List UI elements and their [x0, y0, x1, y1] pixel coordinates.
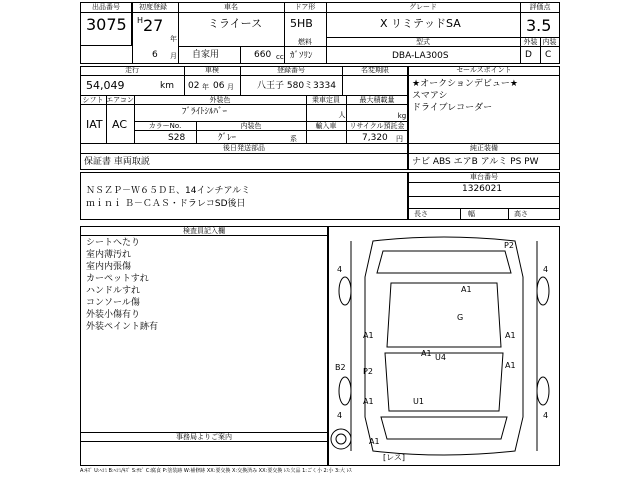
damage-mark-6: A1 [421, 349, 432, 358]
damage-mark-2: P2 [504, 241, 514, 250]
plate-label: 登録番号 [277, 66, 305, 74]
inspection-line-2: 室内薄汚れ [86, 250, 132, 260]
damage-mark-3: A1 [363, 331, 374, 340]
damage-mark-13: A1 [369, 437, 380, 446]
inspection-line-6: コンソール傷 [86, 298, 140, 308]
first-reg-year-unit: 年 [170, 35, 177, 43]
damage-mark-5: A1 [505, 331, 516, 340]
inspection-month: 06 [213, 81, 225, 91]
option-line-2: ｍｉｎｉ Ｂ－ＣＡＳ・ドラレコSD後日 [86, 199, 246, 209]
door-value: 5HB [290, 17, 313, 30]
frame-label: 車台番号 [470, 173, 498, 181]
ext-label: 外装 [523, 38, 538, 46]
sales-point-2: スマアシ [412, 91, 448, 101]
spec-grid [80, 66, 408, 170]
mileage-label: 走行 [125, 66, 139, 74]
maxload-unit: kg [397, 112, 407, 120]
damage-mark-7: U4 [435, 353, 446, 362]
first-reg-era: H [137, 16, 144, 25]
width-label: 幅 [468, 210, 475, 218]
sales-point-3: ドライブレコーダー [412, 103, 493, 113]
door-label: ドア形 [294, 3, 316, 11]
equipment-label: 純正装備 [470, 144, 498, 152]
damage-mark-11: A1 [363, 397, 374, 406]
int-grade: C [545, 50, 552, 60]
int-label: 内装 [542, 38, 557, 46]
inspection-year: 02 [188, 81, 200, 91]
first-reg-month: 6 [152, 50, 158, 60]
length-label: 長さ [414, 210, 428, 218]
mileage-value: 54,049 [86, 79, 125, 92]
notes-label: 事務局よりご案内 [176, 433, 232, 441]
first-reg-year: 27 [143, 16, 164, 35]
damage-mark-9: B2 [335, 363, 346, 372]
car-outline [329, 227, 559, 465]
plate-value: 八王子 580ミ3334 [257, 81, 336, 91]
inspection-label: 検査員記入欄 [183, 227, 225, 235]
height-label: 高さ [514, 210, 528, 218]
recycle-unit: 円 [396, 135, 403, 143]
recycle-value: 7,320 [362, 133, 388, 143]
damage-mark-12: U1 [413, 397, 424, 406]
grade-label: グレード [409, 3, 437, 11]
first-reg-month-unit: 月 [170, 52, 177, 60]
int-color-value: ｸﾞﾚｰ [218, 133, 237, 143]
usage-value: 自家用 [192, 50, 220, 60]
int-color-label: 内装色 [240, 122, 262, 130]
import-label: 輸入車 [315, 122, 337, 130]
inspection-line-7: 外装小傷有り [86, 310, 141, 320]
car-diagram [328, 226, 560, 466]
later-parts-label: 後日発送部品 [223, 144, 265, 152]
model-value: DBA-LA300S [392, 51, 449, 61]
fuel-value: ｶﾞｿﾘﾝ [290, 51, 313, 61]
inspection-line-1: シートへたり [86, 238, 141, 248]
model-label: 型式 [416, 38, 430, 46]
sales-point-label: セールスポイント [456, 66, 512, 74]
damage-mark-4: G [457, 313, 464, 322]
fuel-label: 燃料 [298, 38, 312, 46]
int-color-suffix: 系 [290, 135, 297, 143]
equipment-value: ナビ ABS エアB アルミ PS PW [412, 157, 539, 167]
color-no-value: S28 [168, 133, 186, 143]
score-value: 3.5 [526, 16, 552, 35]
lot-number: 3075 [86, 15, 127, 34]
tire-fl: 4 [337, 265, 343, 274]
inspection-year-unit: 年 [202, 83, 209, 91]
car-name-label: 車名 [224, 3, 238, 11]
inspection-line-5: ハンドルすれ [86, 286, 141, 296]
first-reg-label: 初度登録 [139, 3, 167, 11]
ext-grade: D [525, 50, 532, 60]
ac-label: エアコン [106, 96, 134, 104]
maxload-label: 最大積載量 [359, 96, 395, 104]
shift-label: シフト [82, 96, 104, 104]
capacity-label: 乗車定員 [312, 96, 340, 104]
less-mark: [レス] [383, 453, 406, 462]
recycle-label: リサイクル預託金 [349, 122, 405, 130]
inspection-month-unit: 月 [227, 83, 234, 91]
inspection-label: 車検 [205, 66, 219, 74]
sales-point-1: ★オークションデビュー★ [412, 79, 518, 89]
tire-fr: 4 [543, 265, 549, 274]
option-line-1: ＮＳＺＰ－Ｗ６５ＤＥ、14インチアルミ [86, 186, 251, 196]
cc-unit: cc [276, 53, 284, 61]
lot-label: 出品番号 [92, 3, 120, 11]
inspection-line-3: 室内内張傷 [86, 262, 132, 272]
shift-value: IAT [86, 118, 103, 131]
color-value: ﾌﾞﾗｲﾄｼﾙﾊﾞｰ [182, 107, 228, 117]
color-no-label: カラーNo. [148, 122, 182, 130]
damage-mark-8: A1 [505, 361, 516, 370]
tire-rr: 4 [543, 411, 549, 420]
ac-value: AC [112, 118, 128, 131]
mileage-unit: km [160, 81, 174, 91]
displacement-value: 660 [254, 50, 272, 60]
legend-text: A:ｷｽﾞ U:ﾍｺﾐ B:ﾍｺﾐ/ｷｽﾞ S:ｻﾋﾞ C:腐食 P:塗装跡 W:補修跡 XX:要交換 X:交換済み XX:要交換 ﾚｽ:欠品 1:ごく小 2:小 3:大 ﾚｽ [80, 468, 352, 474]
frame-value: 1326021 [462, 184, 503, 194]
transfer-label: 名変期限 [361, 66, 389, 74]
tire-rl: 4 [337, 411, 343, 420]
docs-value: 保証書 車両取説 [84, 157, 150, 167]
damage-mark-10: P2 [363, 367, 373, 376]
car-name: ミライース [208, 17, 263, 30]
inspection-line-4: カーペットすれ [86, 274, 149, 284]
damage-mark-1: A1 [461, 285, 472, 294]
inspection-line-8: 外装ペイント跡有 [86, 322, 159, 332]
score-label: 評価点 [529, 3, 551, 11]
color-label: 外装色 [209, 96, 231, 104]
capacity-unit: 人 [338, 111, 346, 119]
grade-value: X リミテッドSA [380, 17, 461, 30]
